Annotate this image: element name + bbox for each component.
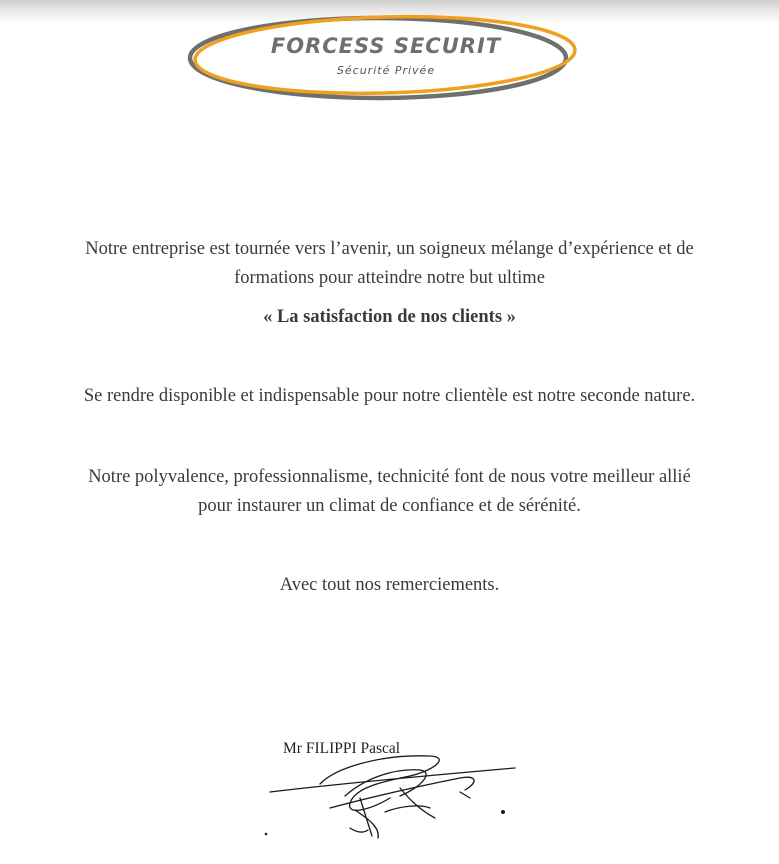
company-logo — [183, 8, 583, 104]
logo-company-name: FORCESS SECURIT — [270, 34, 502, 58]
qualities-line: Notre polyvalence, professionnalisme, technicité font de nous votre meilleur allié — [88, 467, 691, 487]
intro-line: formations pour atteindre notre but ultime — [234, 268, 545, 288]
signatory-name: Mr FILIPPI Pascal — [283, 740, 401, 757]
intro-line: Notre entreprise est tournée vers l’avenir, un soigneux mélange d’expérience et de — [85, 239, 694, 259]
closing-line: Avec tout nos remerciements. — [279, 575, 500, 595]
logo-tagline: Sécurité Privée — [336, 64, 436, 77]
motto: « La satisfaction de nos clients » — [263, 307, 516, 327]
qualities-paragraph — [20, 463, 759, 521]
qualities-line: pour instaurer un climat de confiance et de sérénité. — [198, 496, 581, 516]
availability-paragraph: Se rendre disponible et indispensable pour notre clientèle est notre seconde nature. — [83, 386, 696, 406]
intro-paragraph — [20, 235, 759, 293]
handwritten-signature — [260, 748, 530, 848]
